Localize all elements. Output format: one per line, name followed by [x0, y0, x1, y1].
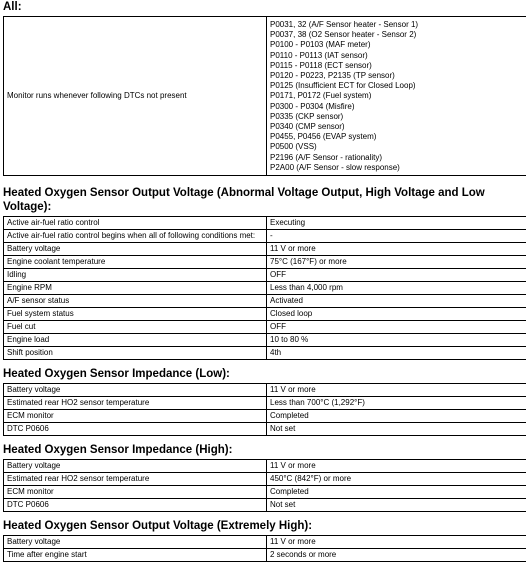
condition-value-cell: 2 seconds or more [267, 549, 526, 562]
condition-value-cell: OFF [267, 321, 526, 334]
condition-label-cell: ECM monitor [4, 486, 267, 499]
condition-value-cell: Activated [267, 295, 526, 308]
dtc-item: P2196 (A/F Sensor - rationality) [270, 152, 383, 162]
dtc-item: P0335 (CKP sensor) [270, 111, 344, 121]
table-row [4, 536, 526, 549]
table-row [4, 473, 526, 486]
table-row [4, 321, 526, 334]
condition-value-cell: 4th [267, 347, 526, 360]
all-dtc-table [3, 16, 526, 176]
condition-label-cell: Engine RPM [4, 282, 267, 295]
condition-label-cell: Battery voltage [4, 460, 267, 473]
table-row [4, 282, 526, 295]
table-row [4, 486, 526, 499]
dtc-item: P0100 - P0103 (MAF meter) [270, 40, 371, 50]
table-row [4, 410, 526, 423]
condition-value-cell: 11 V or more [267, 243, 526, 256]
table-row [4, 397, 526, 410]
table-row [4, 384, 526, 397]
dtc-item: P0110 - P0113 (IAT sensor) [270, 50, 368, 60]
condition-label-cell: Shift position [4, 347, 267, 360]
condition-value-cell: Not set [267, 499, 526, 512]
condition-value-cell: Closed loop [267, 308, 526, 321]
condition-label-cell: Battery voltage [4, 243, 267, 256]
table-row [4, 334, 526, 347]
document-page [3, 0, 524, 562]
condition-label-cell: Battery voltage [4, 536, 267, 549]
dtc-item: P0500 (VSS) [270, 142, 317, 152]
dtc-item: P0115 - P0118 (ECT sensor) [270, 60, 372, 70]
table-row [4, 549, 526, 562]
table-row [4, 295, 526, 308]
table-row [4, 230, 526, 243]
dtc-item: P2A00 (A/F Sensor - slow response) [270, 162, 400, 172]
conditions-table [3, 383, 526, 436]
condition-value-cell: Completed [267, 410, 526, 423]
table-row [4, 17, 526, 176]
section-title: Heated Oxygen Sensor Impedance (High): [3, 444, 233, 457]
condition-value-cell: - [267, 230, 526, 243]
table-row [4, 347, 526, 360]
table-row [4, 256, 526, 269]
section-title: Heated Oxygen Sensor Impedance (Low): [3, 368, 230, 381]
condition-label-cell: DTC P0606 [4, 423, 267, 436]
table-row [4, 269, 526, 282]
condition-label-cell: Estimated rear HO2 sensor temperature [4, 473, 267, 486]
condition-value-cell: Less than 700°C (1,292°F) [267, 397, 526, 410]
condition-label-cell: ECM monitor [4, 410, 267, 423]
condition-value-cell: 11 V or more [267, 384, 526, 397]
dtc-list-cell [267, 17, 526, 176]
dtc-item: P0125 (Insufficient ECT for Closed Loop) [270, 81, 416, 91]
condition-value-cell: OFF [267, 269, 526, 282]
condition-label-cell: Fuel system status [4, 308, 267, 321]
dtc-item: P0340 (CMP sensor) [270, 122, 345, 132]
dtc-item: P0300 - P0304 (Misfire) [270, 101, 355, 111]
condition-sections [3, 186, 524, 562]
condition-value-cell: Not set [267, 423, 526, 436]
table-row [4, 217, 526, 230]
condition-label-cell: Engine coolant temperature [4, 256, 267, 269]
condition-label-cell: DTC P0606 [4, 499, 267, 512]
condition-label-cell: Fuel cut [4, 321, 267, 334]
table-row [4, 460, 526, 473]
condition-label-cell: Idling [4, 269, 267, 282]
condition-label-cell: Estimated rear HO2 sensor temperature [4, 397, 267, 410]
dtc-item: P0455, P0456 (EVAP system) [270, 132, 377, 142]
conditions-table [3, 216, 526, 360]
table-row [4, 308, 526, 321]
conditions-table [3, 459, 526, 512]
condition-value-cell: 11 V or more [267, 460, 526, 473]
condition-label-cell: Engine load [4, 334, 267, 347]
condition-value-cell: 11 V or more [267, 536, 526, 549]
condition-value-cell: Completed [267, 486, 526, 499]
condition-value-cell: Executing [267, 217, 526, 230]
condition-value-cell: Less than 4,000 rpm [267, 282, 526, 295]
condition-label-cell: Time after engine start [4, 549, 267, 562]
condition-value-cell: 75°C (167°F) or more [267, 256, 526, 269]
condition-label-cell: A/F sensor status [4, 295, 267, 308]
dtc-item: P0120 - P0223, P2135 (TP sensor) [270, 71, 395, 81]
condition-label-cell: Active air-fuel ratio control [4, 217, 267, 230]
dtc-item: P0031, 32 (A/F Sensor heater - Sensor 1) [270, 20, 419, 29]
condition-label-cell: Battery voltage [4, 384, 267, 397]
condition-value-cell: 10 to 80 % [267, 334, 526, 347]
condition-value-cell: 450°C (842°F) or more [267, 473, 526, 486]
dtc-item: P0171, P0172 (Fuel system) [270, 91, 372, 101]
conditions-table [3, 535, 526, 562]
section-title-all: All: [3, 1, 22, 13]
condition-label-cell: Active air-fuel ratio control begins when all of following conditions met: [4, 230, 267, 243]
monitor-condition-cell: Monitor runs whenever following DTCs not present [4, 17, 267, 176]
table-row [4, 243, 526, 256]
table-row [4, 423, 526, 436]
dtc-item: P0037, 38 (O2 Sensor heater - Sensor 2) [270, 30, 417, 40]
section-title: Heated Oxygen Sensor Output Voltage (Extremely High): [3, 520, 313, 533]
table-row [4, 499, 526, 512]
section-title: Heated Oxygen Sensor Output Voltage (Abnormal Voltage Output, High Voltage and Low Voltage): [3, 187, 485, 214]
